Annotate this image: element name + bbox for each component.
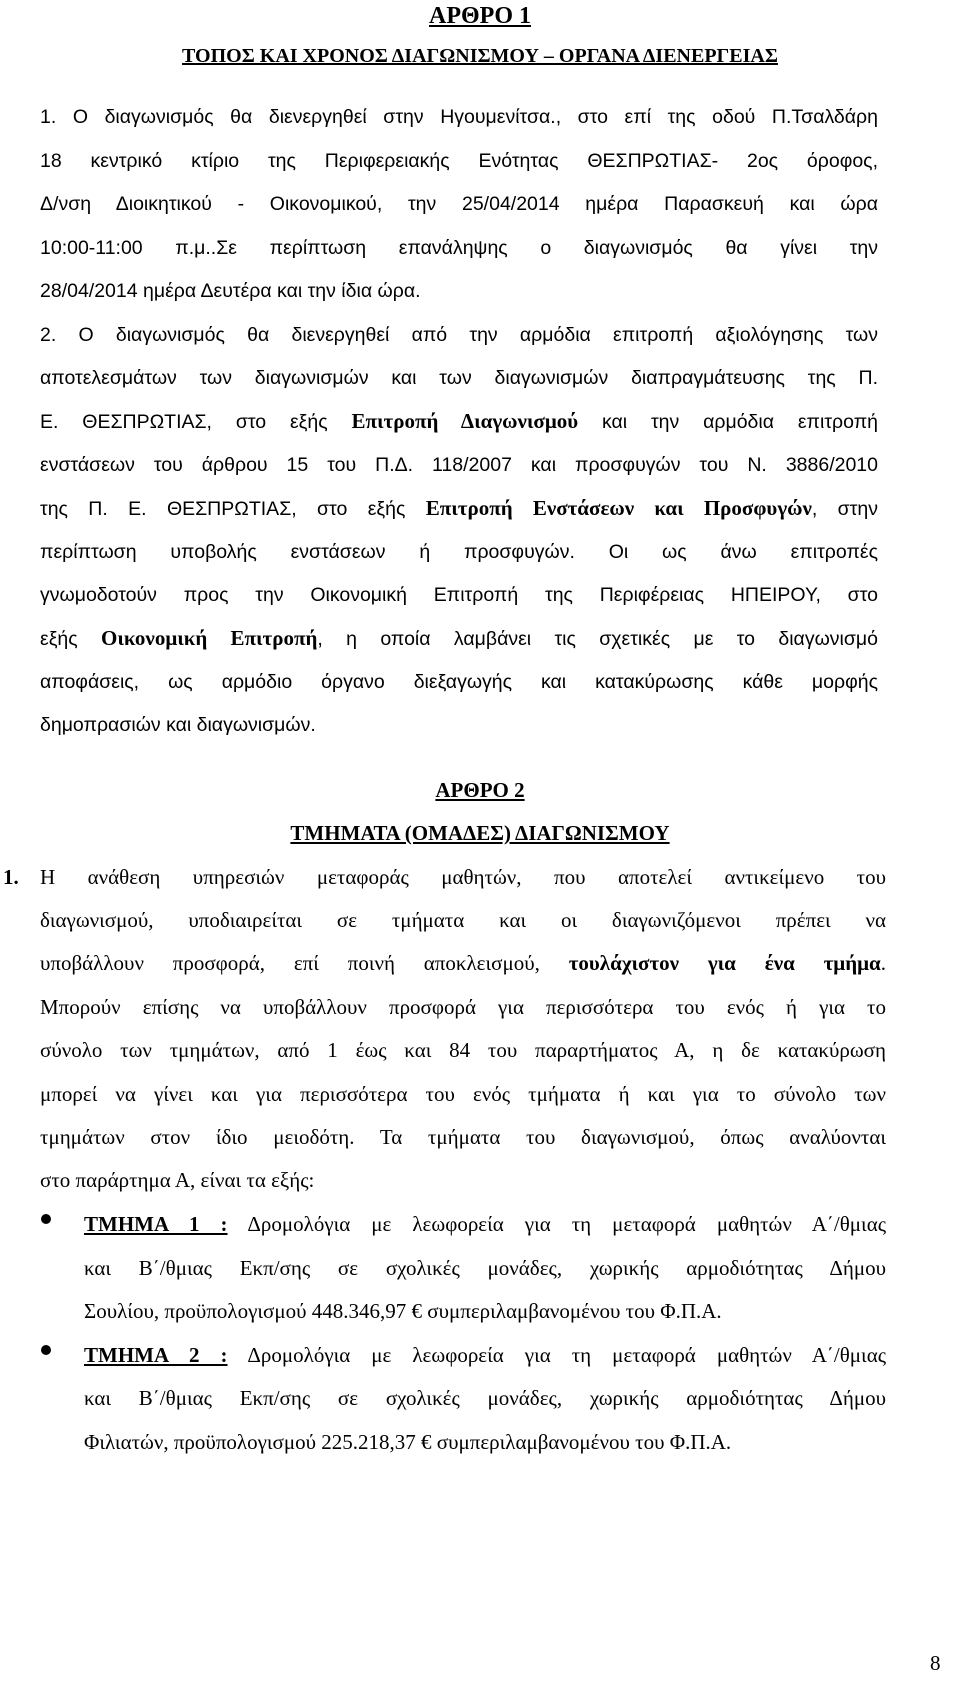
a2-p1-line-3-end: . [880, 951, 887, 975]
segment-2-label: ΤΜΗΜΑ 2 : [84, 1343, 228, 1367]
segment-2-line-2: και Β΄/θμιας Εκπ/σης σε σχολικές μονάδες, χωρικής αρμοδιότητας Δήμου [84, 1386, 886, 1410]
a1-p2-line-6: περίπτωση υποβολής ενστάσεων ή προσφυγών. Οι ως άνω επιτροπές [40, 541, 878, 563]
segment-2-line-1 [84, 1342, 886, 1368]
a1-p2-line-8-end: , η οποία λαμβάνει τις σχετικές με το διαγωνισμό [317, 628, 878, 650]
a1-p2-line-5 [40, 495, 878, 522]
a2-p1-line-3 [40, 950, 886, 976]
a1-p2-line-8 [40, 625, 878, 652]
a1-p1-line-5: 28/04/2014 ημέρα Δευτέρα και την ίδια ώρα. [40, 280, 421, 302]
a1-p2-line-3-end: και την αρμόδια επιτροπή [601, 411, 879, 433]
a1-p2-line-3-start: Ε. ΘΕΣΠΡΩΤΙΑΣ, στο εξής [40, 411, 328, 433]
article-2-subheading: ΤΜΗΜΑΤΑ (ΟΜΑΔΕΣ) ΔΙΑΓΩΝΙΣΜΟΥ [290, 821, 670, 845]
at-least-one-segment: τουλάχιστον για ένα τμήμα [568, 951, 881, 975]
segment-2-line-3: Φιλιατών, προϋπολογισμού 225.218,37 € συμπεριλαμβανομένου του Φ.Π.Α. [84, 1430, 732, 1454]
a1-p2-line-5-end: , στην [811, 498, 879, 520]
segment-1-line-2: και Β΄/θμιας Εκπ/σης σε σχολικές μονάδες, χωρικής αρμοδιότητας Δήμου [84, 1256, 886, 1280]
bullet-icon [41, 1214, 51, 1224]
a2-p1-line-7: τμημάτων στον ίδιο μειοδότη. Τα τμήματα του διαγωνισμού, όπως αναλύονται [40, 1125, 886, 1149]
segment-2-line-1-text: Δρομολόγια με λεωφορεία για τη μεταφορά μαθητών Α΄/θμιας [247, 1343, 887, 1367]
a1-p1-line-4: 10:00-11:00 π.μ..Σε περίπτωση επανάληψης ο διαγωνισμός θα γίνει την [40, 237, 878, 259]
a2-p1-line-1: Η ανάθεση υπηρεσιών μεταφοράς μαθητών, που αποτελεί αντικείμενο του [40, 865, 886, 889]
a2-p1-line-2: διαγωνισμού, υποδιαιρείται σε τμήματα και οι διαγωνιζόμενοι πρέπει να [40, 908, 886, 932]
a1-p2-line-5-start: της Π. Ε. ΘΕΣΠΡΩΤΙΑΣ, στο εξής [40, 498, 406, 520]
a1-p2-line-8-start: εξής [40, 628, 78, 650]
a2-p1-line-5: σύνολο των τμημάτων, από 1 έως και 84 του παραρτήματος Α, η δε κατακύρωση [40, 1038, 886, 1062]
a2-p1-line-3-start: υποβάλλουν προσφορά, επί ποινή αποκλεισμού, [40, 951, 540, 975]
a2-p1-line-8: στο παράρτημα Α, είναι τα εξής: [40, 1168, 315, 1192]
a1-p1-line-1: 1. Ο διαγωνισμός θα διενεργηθεί στην Ηγουμενίτσα., στο επί της οδού Π.Τσαλδάρη [40, 106, 878, 128]
article-2-heading: ΑΡΘΡΟ 2 [435, 778, 525, 802]
bullet-icon [41, 1345, 51, 1355]
a1-p1-line-2: 18 κεντρικό κτίριο της Περιφερειακής Ενότητας ΘΕΣΠΡΩΤΙΑΣ- 2ος όροφος, [40, 150, 878, 172]
a1-p2-line-4: ενστάσεων του άρθρου 15 του Π.Δ. 118/2007 και προσφυγών του Ν. 3886/2010 [40, 454, 878, 476]
article-1-heading: ΑΡΘΡΟ 1 [429, 3, 531, 29]
a1-p2-line-2: αποτελεσμάτων των διαγωνισμών και των διαγωνισμών διαπραγμάτευσης της Π. [40, 367, 878, 389]
article-1-subheading: ΤΟΠΟΣ ΚΑΙ ΧΡΟΝΟΣ ΔΙΑΓΩΝΙΣΜΟΥ – ΟΡΓΑΝΑ ΔΙΕΝΕΡΓΕΙΑΣ [182, 45, 778, 67]
a2-p1-number: 1. [3, 865, 19, 889]
a1-p2-line-7: γνωμοδοτούν προς την Οικονομική Επιτροπή της Περιφέρειας ΗΠΕΙΡΟΥ, στο [40, 584, 878, 606]
committee-name-objections: Επιτροπή Ενστάσεων και Προσφυγών [425, 496, 812, 520]
segment-1-line-3: Σουλίου, προϋπολογισμού 448.346,97 € συμπεριλαμβανομένου του Φ.Π.Α. [84, 1299, 722, 1323]
a1-p2-line-9: αποφάσεις, ως αρμόδιο όργανο διεξαγωγής και κατακύρωσης κάθε μορφής [40, 671, 878, 693]
committee-name-financial: Οικονομική Επιτροπή [101, 626, 318, 650]
a1-p2-line-1: 2. Ο διαγωνισμός θα διενεργηθεί από την αρμόδια επιτροπή αξιολόγησης των [40, 324, 878, 346]
a2-p1-line-4: Μπορούν επίσης να υποβάλλουν προσφορά για περισσότερα του ενός ή για το [40, 995, 886, 1019]
segment-1-line-1-text: Δρομολόγια με λεωφορεία για τη μεταφορά μαθητών Α΄/θμιας [247, 1212, 887, 1236]
a1-p2-line-10: δημοπρασιών και διαγωνισμών. [40, 714, 316, 736]
a1-p1-line-3: Δ/νση Διοικητικού - Οικονομικού, την 25/04/2014 ημέρα Παρασκευή και ώρα [40, 193, 878, 215]
page-number: 8 [930, 1651, 941, 1675]
segment-1-line-1 [84, 1211, 886, 1237]
segment-1-label: ΤΜΗΜΑ 1 : [84, 1212, 228, 1236]
a2-p1-line-6: μπορεί να γίνει και για περισσότερα του ενός τμήματα ή και για το σύνολο των [40, 1082, 886, 1106]
committee-name-competition: Επιτροπή Διαγωνισμού [351, 409, 579, 433]
a1-p2-line-3 [40, 408, 878, 435]
